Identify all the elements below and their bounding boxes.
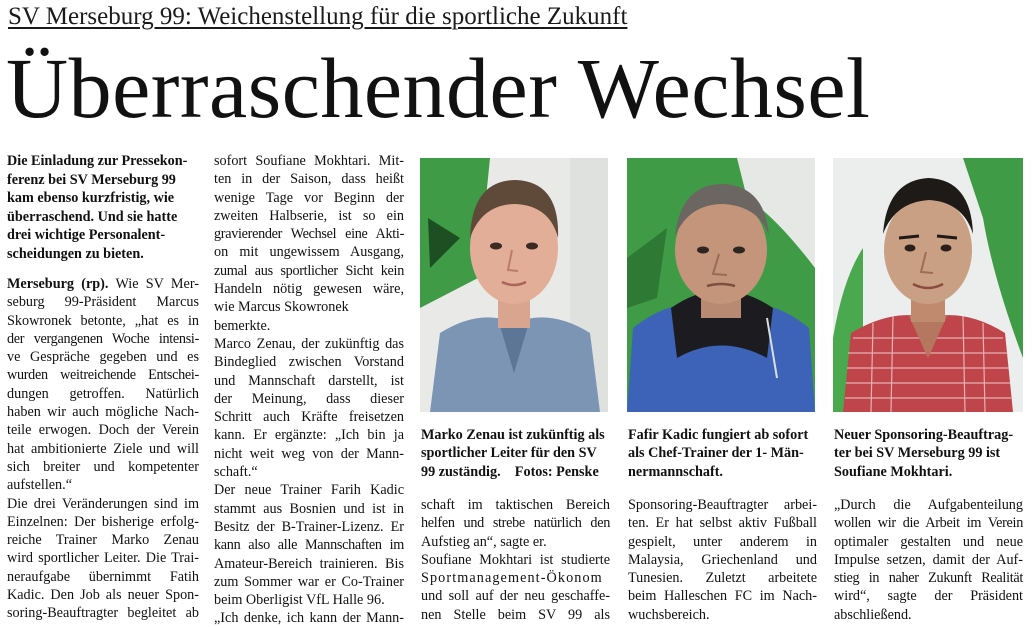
caption-line: Fafir Kadic fungiert ab sofort [628, 427, 809, 443]
body-line: schaft.“ [214, 464, 258, 481]
body-line: Schritt auch Kräfte freisetzen [214, 409, 404, 426]
body-line: wird sportlicher Leiter. Die Trai- [7, 550, 199, 567]
body-line: Bindeglied zwischen Vorstand [214, 354, 404, 371]
article-kicker: SV Merseburg 99: Weichenstellung für die sportliche Zukunft [8, 3, 628, 30]
body-line: wird“, sagte der Präsident [834, 588, 1023, 605]
body-line: beim Halleschen FC im Nach- [628, 588, 817, 605]
body-line: Tunesien. Zuletzt arbeitete [628, 570, 817, 587]
body-line: bemerkte. [214, 317, 271, 334]
body-line: haben wir auch mögliche Nach- [7, 404, 199, 421]
body-line: stieg in naher Zukunft Realität [834, 570, 1023, 587]
body-line: gravierender Wechsel eine Akti- [214, 226, 404, 243]
article-lead [7, 152, 199, 263]
lead-line: scheidungen zu bieten. [7, 245, 144, 262]
body-line: Malaysia, Griechenland und [628, 551, 817, 568]
body-line: sofort Soufiane Mokhtari. Mit- [214, 153, 404, 169]
body-line: der vergangenen Woche intensi- [7, 330, 199, 347]
article-column-3 [421, 496, 610, 624]
caption-line: als Chef-Trainer der 1- Män- [628, 445, 804, 462]
body-text: Wie SV Mer- [108, 276, 199, 292]
photo-caption-3 [834, 426, 1024, 481]
body-line: ve Gespräche gegeben und es [7, 349, 199, 366]
portrait-image [627, 158, 815, 412]
body-line: sich breiter und kompetenter [7, 458, 199, 475]
body-line: beim Oberligist VfL Halle 96. [214, 592, 385, 609]
body-line: on mit ungewissem Ausgang, [214, 244, 404, 261]
body-line: soring-Beauftragter begleitet ab [7, 605, 199, 622]
body-line: zumal aus sportlicher Sicht kein [214, 262, 404, 279]
body-line: wuchsbereich. [628, 606, 710, 623]
body-line: Marco Zenau, der zukünftig das [214, 335, 404, 352]
body-line: und Mannschaft darstellt, ist [214, 372, 404, 389]
body-line: wurden weitreichende Entschei- [7, 367, 199, 384]
lead-line: Die Einladung zur Pressekon- [7, 153, 188, 169]
body-line: „Durch die Aufgabenteilung [834, 497, 1023, 513]
body-line: Handeln nötig gewesen wäre, [214, 281, 404, 298]
body-line: teile erwogen. Doch der Verein [7, 422, 199, 439]
article-column-4 [628, 496, 817, 624]
body-line: Amateur-Bereich trainieren. Bis [214, 555, 404, 572]
body-line: wenige Tage vor Beginn der [214, 189, 404, 206]
photo-marko-zenau [420, 158, 608, 412]
body-line: Die drei Veränderungen sind im [7, 495, 199, 512]
body-line: schaft im taktischen Bereich [421, 497, 610, 513]
body-line: optimaler gestalten und neue [834, 533, 1023, 550]
body-line: Sportmanagement-Ökonom [421, 570, 603, 587]
portrait-image [420, 158, 608, 412]
body-line: Sponsoring-Beauftragter arbei- [628, 497, 817, 513]
portrait-image [833, 158, 1023, 412]
body-line: ten. Er hat selbst aktiv Fußball [628, 515, 817, 532]
body-line: dungen getroffen. Natürlich [7, 385, 199, 402]
body-line: Soufiane Mokhtari ist studierte [421, 551, 610, 568]
article-column-2 [214, 152, 404, 628]
body-line: und soll auf der neu geschaffe- [421, 588, 610, 605]
lead-line: ferenz bei SV Merseburg 99 [7, 171, 176, 188]
article-column-1 [7, 152, 199, 623]
body-line: abschließend. [834, 606, 912, 623]
caption-line: Soufiane Mokhtari. [834, 463, 953, 480]
body-line: helfen und strebe natürlich den [421, 515, 610, 532]
body-line: wie Marcus Skowronek [214, 299, 349, 316]
body-line: zum Sommer war er Co-Trainer [214, 573, 404, 590]
body-line: Besitz der B-Trainer-Lizenz. Er [214, 518, 404, 535]
body-line: nen Stelle beim SV 99 als [421, 606, 610, 623]
body-line: reiche Trainer Marko Zenau [7, 532, 199, 549]
body-line: Kadic. Den Job als neuer Spon- [7, 587, 199, 604]
photo-fafir-kadic [627, 158, 815, 412]
body-line [7, 275, 199, 293]
photo-caption-2 [628, 426, 817, 481]
article-headline: Überraschender Wechsel [6, 40, 871, 136]
caption-line: Neuer Sponsoring-Beauftrag- [834, 427, 1014, 443]
body-line: „Ich denke, ich kann der Mann- [214, 610, 404, 627]
body-line: Einzelnen: Der bisherige erfolg- [7, 513, 199, 530]
body-line: wollen wir die Arbeit im Verein [834, 515, 1023, 532]
photo-caption-1 [421, 426, 611, 481]
body-line: aufstellen.“ [7, 477, 72, 494]
lead-line: drei wichtige Personalent- [7, 227, 166, 243]
body-line: Skowronek betonte, „hat es in [7, 312, 199, 329]
caption-line: nermannschaft. [628, 463, 723, 480]
article-column-5 [834, 496, 1023, 624]
body-line: Der neue Trainer Farih Kadic [214, 482, 404, 499]
body-line: hat ambitionierte Ziele und will [7, 440, 199, 457]
dateline: Merseburg (rp). [7, 276, 109, 292]
caption-line: 99 zuständig. Fotos: Penske [421, 463, 599, 480]
lead-line: überraschend. Und sie hatte [7, 208, 178, 225]
body-line: kann. Er ergänzte: „Ich bin ja [214, 427, 404, 444]
caption-line: sportlicher Leiter für den SV [421, 445, 597, 462]
body-line: seburg 99-Präsident Marcus [7, 294, 199, 311]
body-line: neraufgabe übernimmt Fatih [7, 568, 199, 585]
body-line: gespielt, unter anderem in [628, 533, 817, 550]
photo-soufiane-mokhtari [833, 158, 1023, 412]
caption-line: Marko Zenau ist zukünftig als [421, 427, 605, 443]
body-line: der Meinung, dass dieser [214, 390, 404, 407]
body-line: Aufstieg an“, sagte er. [421, 533, 547, 550]
lead-line: kam ebenso kurzfristig, wie [7, 190, 175, 206]
body-line: zweiten Halbserie, ist so ein [214, 207, 404, 224]
body-line: stammt aus Bosnien und ist in [214, 500, 404, 517]
body-line: kann also alle Mannschaften im [214, 537, 404, 554]
body-line: Impulse setzen, damit der Auf- [834, 551, 1023, 568]
caption-line: ter bei SV Merseburg 99 ist [834, 445, 1001, 462]
body-line: nicht weit weg von der Mann- [214, 445, 404, 462]
body-line: ten in der Saison, dass heißt [214, 171, 404, 188]
